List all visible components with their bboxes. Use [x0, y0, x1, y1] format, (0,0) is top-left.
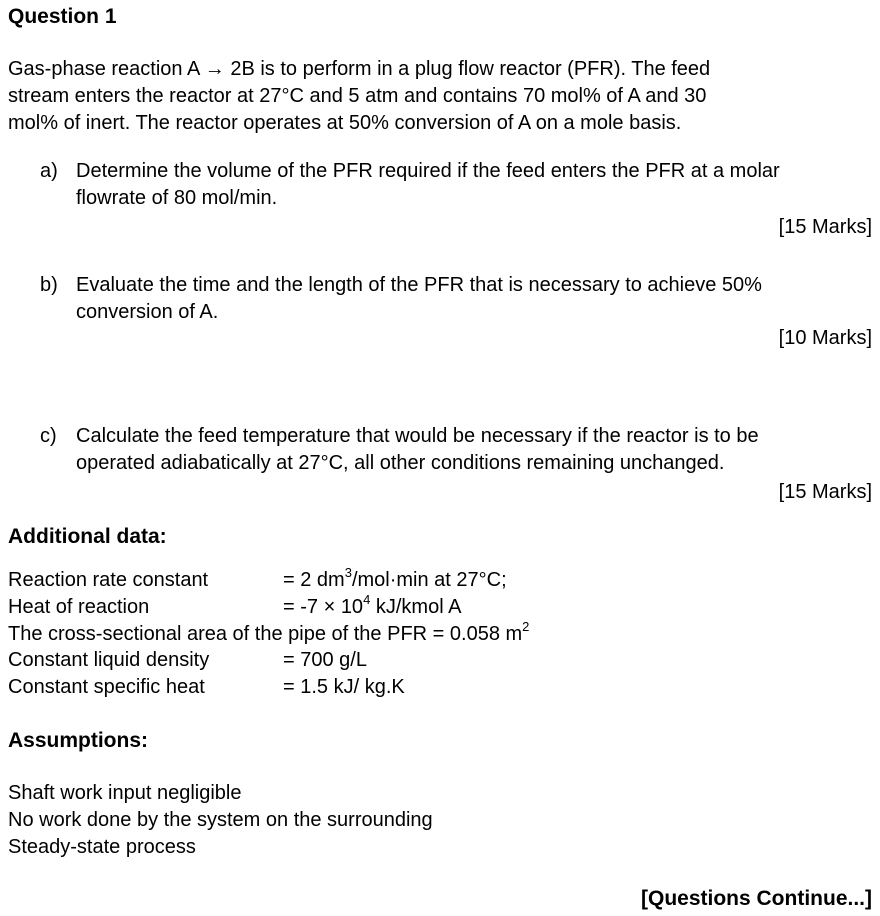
assumption-item: No work done by the system on the surrounding — [8, 809, 433, 831]
part-c-marks: [15 Marks] — [778, 481, 872, 503]
assumption-item: Steady-state process — [8, 836, 196, 858]
question-title: Question 1 — [8, 5, 117, 28]
rate-constant-value: = 2 $dm^3/mol\cdot\min$ at 27°C; — [283, 565, 507, 591]
part-a-text — [76, 158, 876, 212]
assumptions-heading: Assumptions: — [8, 729, 149, 752]
heat-of-reaction-value: = $-7 \times 10^4$ kJ/kmol A — [283, 592, 462, 618]
part-b-label: b) — [40, 274, 58, 296]
part-b-text — [76, 272, 876, 326]
part-b-line: Evaluate the time and the length of the PFR that is necessary to achieve 50% — [76, 274, 762, 296]
part-b-marks: [10 Marks] — [778, 327, 872, 349]
cross-section-text: The cross-sectional area of the pipe of the PFR = 0.058 $m^2$ — [8, 619, 530, 645]
intro-line: stream enters the reactor at 27°C and 5 atm and contains 70 mol% of A and 30 — [8, 85, 707, 107]
specific-heat-value: = 1.5 kJ/ kg.K — [283, 676, 405, 698]
questions-continue-label: [Questions Continue...] — [641, 887, 872, 910]
heat-of-reaction-label: Heat of reaction — [8, 596, 150, 618]
part-c-line: operated adiabatically at 27°C, all other conditions remaining unchanged. — [76, 452, 725, 474]
part-c-label: c) — [40, 425, 57, 447]
intro-line: mol% of inert. The reactor operates at 50% conversion of A on a mole basis. — [8, 112, 682, 134]
liquid-density-label: Constant liquid density — [8, 649, 210, 671]
additional-data-heading: Additional data: — [8, 525, 167, 548]
part-a-marks: [15 Marks] — [778, 216, 872, 238]
assumption-item: Shaft work input negligible — [8, 782, 242, 804]
question-intro — [8, 56, 710, 137]
liquid-density-value: = 700 g/L — [283, 649, 367, 671]
part-a-line: Determine the volume of the PFR required if the feed enters the PFR at a molar — [76, 160, 780, 182]
part-a-label: a) — [40, 160, 58, 182]
part-c-line: Calculate the feed temperature that would be necessary if the reactor is to be — [76, 425, 759, 447]
rate-constant-label: Reaction rate constant — [8, 569, 209, 591]
specific-heat-label: Constant specific heat — [8, 676, 205, 698]
part-c-text — [76, 423, 876, 477]
intro-line: Gas-phase reaction A → 2B is to perform in a plug flow reactor (PFR). The feed — [8, 58, 711, 80]
assumptions-list — [8, 780, 433, 861]
part-a-line: flowrate of 80 mol/min. — [76, 187, 278, 209]
part-b-line: conversion of A. — [76, 301, 219, 323]
